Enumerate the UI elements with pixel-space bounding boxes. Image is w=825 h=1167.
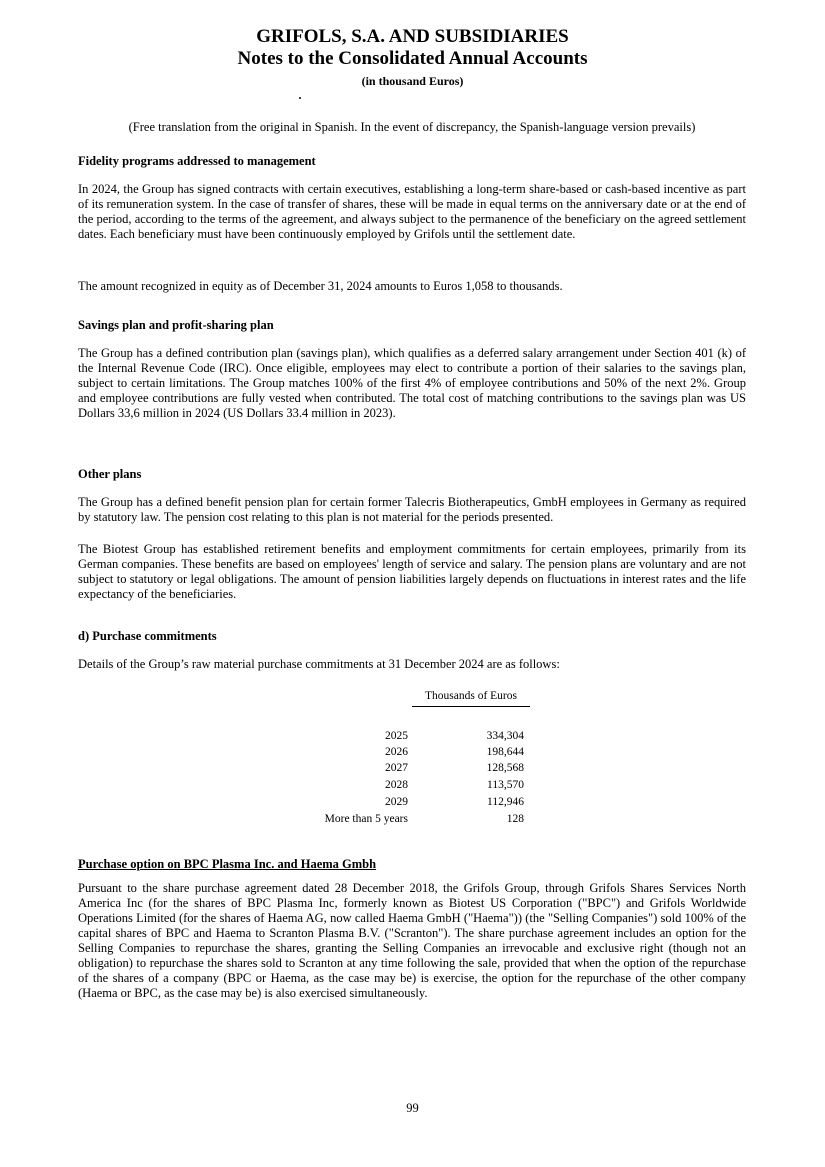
other-plans-heading: Other plans	[78, 467, 142, 481]
table-row	[290, 796, 524, 812]
table-row	[290, 762, 524, 778]
table-column-header: Thousands of Euros	[425, 690, 517, 702]
row-amount: 334,304	[486, 730, 524, 742]
row-year: 2025	[385, 730, 408, 742]
row-amount: 128,568	[486, 762, 524, 774]
purchase-option-heading: Purchase option on BPC Plasma Inc. and Haema Gmbh	[78, 857, 377, 871]
decorative-dot	[299, 97, 301, 99]
row-amount: 113,570	[487, 779, 524, 791]
row-year: More than 5 years	[324, 813, 408, 825]
purchase-option-paragraph: Pursuant to the share purchase agreement dated 28 December 2018, the Grifols Group, through Grifols Shares Services North America Inc (for the shares of BPC Plasma Inc, formerly known as Biotest US Corporation ("BPC") and Grifols Worldwide Operations Limited (for the shares of Haema AG, now called Haema GmbH ("Haema")) (the "Selling Companies") sold 100% of the capital shares of BPC and Haema to Scranton Plasma B.V. ("Scranton"). The share purchase agreement includes an option for the Selling Companies to repurchase the shares, granting the Selling Companies an irrevocable and exclusive right (though not an obligation) to repurchase the shares sold to Scranton at any time following the sale, provided that when the option of the repurchase of the shares of a company (BPC or Haema, as the case may be) is exercise, the option for the repurchase of the other company (Haema or BPC, as the case may be) is also exercised simultaneously.	[78, 881, 746, 1000]
translation-note: (Free translation from the original in Spanish. In the event of discrepancy, the Spanish-language version prevails)	[128, 120, 696, 134]
table-row	[290, 746, 524, 762]
document-subtitle: Notes to the Consolidated Annual Accounts	[237, 48, 588, 69]
table-row	[290, 730, 524, 746]
purchase-commitments-intro: Details of the Group’s raw material purchase commitments at 31 December 2024 are as follows:	[78, 657, 560, 671]
row-year: 2029	[385, 796, 408, 808]
other-plans-paragraph-2: The Biotest Group has established retirement benefits and employment commitments for certain employees, primarily from its German companies. These benefits are based on employees' length of service and salary. The pension plans are voluntary and are not subject to statutory or legal obligations. The amount of pension liabilities largely depends on fluctuations in interest rates and the life expectancy of the beneficiaries.	[78, 542, 746, 601]
fidelity-paragraph-2: The amount recognized in equity as of December 31, 2024 amounts to Euros 1,058 to thousands.	[78, 279, 563, 293]
table-row	[290, 779, 524, 795]
purchase-commitments-heading: d) Purchase commitments	[78, 629, 217, 643]
fidelity-paragraph-1: In 2024, the Group has signed contracts with certain executives, establishing a long-term share-based or cash-based incentive as part of its remuneration system. In the case of transfer of shares, these will be made in equal terms on the anniversary date or at the end of the period, according to the terms of the agreement, and always subject to the permanence of the beneficiary on the agreed settlement dates. Each beneficiary must have been continuously employed by Grifols until the settlement date.	[78, 182, 746, 241]
page-number: 99	[406, 1101, 419, 1115]
savings-heading: Savings plan and profit-sharing plan	[78, 318, 274, 332]
fidelity-heading: Fidelity programs addressed to management	[78, 154, 316, 168]
savings-paragraph-1: The Group has a defined contribution plan (savings plan), which qualifies as a deferred salary arrangement under Section 401 (k) of the Internal Revenue Code (IRC). Once eligible, employees may elect to contribute a portion of their salaries to the savings plan, subject to certain limitations. The Group matches 100% of the first 4% of employee contributions and 50% of the next 2%. Group and employee contributions are fully vested when contributed. The total cost of matching contributions to the savings plan was US Dollars 33,6 million in 2024 (US Dollars 33.4 million in 2023).	[78, 346, 746, 420]
row-year: 2028	[385, 779, 408, 791]
table-header-rule	[412, 706, 530, 707]
table-row	[290, 813, 524, 829]
other-plans-paragraph-1: The Group has a defined benefit pension plan for certain former Talecris Biotherapeutics, GmbH employees in Germany as required by statutory law. The pension cost relating to this plan is not material for the periods presented.	[78, 495, 746, 524]
row-amount: 128	[506, 813, 524, 825]
row-amount: 198,644	[486, 746, 524, 758]
row-year: 2026	[385, 746, 408, 758]
units-note: (in thousand Euros)	[361, 74, 464, 88]
row-year: 2027	[385, 762, 408, 774]
row-amount: 112,946	[487, 796, 524, 808]
company-title: GRIFOLS, S.A. AND SUBSIDIARIES	[256, 26, 569, 47]
